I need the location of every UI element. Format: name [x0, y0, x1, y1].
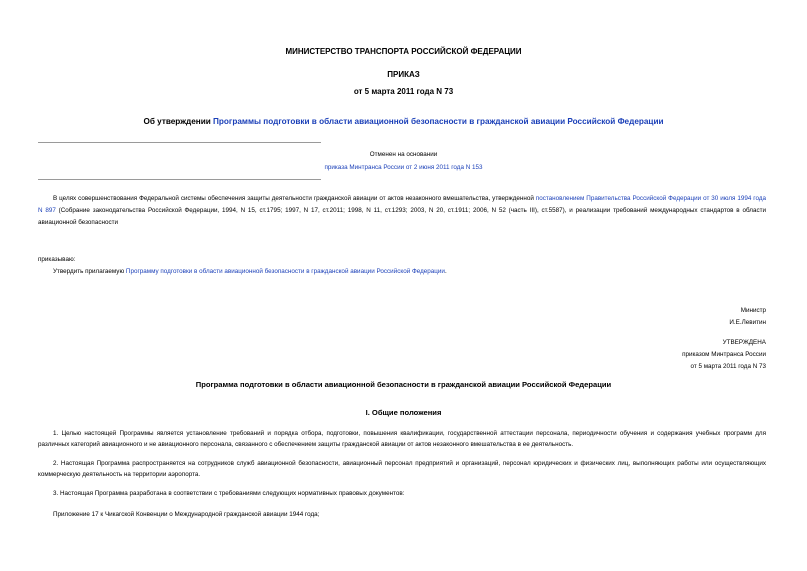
- approval-stamp-line3: от 5 марта 2011 года N 73: [690, 363, 766, 370]
- program-link[interactable]: Программу подготовки в области авиационной безопасности в гражданской авиации Российской Федерации: [125, 268, 445, 275]
- program-paragraph-4: [38, 510, 766, 519]
- cancel-note-link-line: [250, 163, 557, 172]
- cancel-order-link[interactable]: приказа Минтранса России от 2 июня 2011 года N 153: [324, 164, 483, 171]
- document-type: ПРИКАЗ: [387, 70, 420, 79]
- program-paragraph-3: [38, 489, 766, 498]
- program-paragraph-1: [38, 428, 766, 450]
- section-1-title: I. Общие положения: [365, 408, 442, 417]
- program-paragraph-3-text: 3. Настоящая Программа разработана в соответствии с требованиями следующих нормативных правовых документов:: [53, 490, 405, 497]
- ministry-heading: МИНИСТЕРСТВО ТРАНСПОРТА РОССИЙСКОЙ ФЕДЕРАЦИИ: [285, 47, 522, 56]
- signature-position: Министр: [740, 307, 766, 314]
- government-decree-link[interactable]: постановлением Правительства Российской Федерации от 30 июля 1994 года N 897: [38, 195, 767, 214]
- preamble-text-2: (Собрание законодательства Российской Федерации, 1994, N 15, ст.1795; 1997, N 17, ст.2011; 1998, N 11, ст.1293; 2003, N 20, ст.1911; 2006, N 52 (часть III), ст.5587), и реализации требований международных стандартов в области авиационной безопасности: [38, 207, 766, 226]
- document-title: [0, 116, 807, 128]
- order-text-suffix: .: [444, 268, 447, 275]
- preamble-paragraph: [38, 193, 766, 229]
- program-paragraph-4-text: Приложение 17 к Чикагской Конвенции о Международной гражданской авиации 1944 года;: [53, 511, 320, 518]
- order-label: приказываю:: [38, 256, 76, 263]
- order-paragraph: [38, 267, 766, 276]
- program-title: Программа подготовки в области авиационной безопасности в гражданской авиации Российской Федерации: [195, 380, 612, 389]
- title-program-link[interactable]: Программы подготовки в области авиационной безопасности в гражданской авиации Российской Федерации: [213, 117, 664, 126]
- signature-name: И.Е.Левитин: [729, 319, 766, 326]
- cancel-note-label: Отменен на основании: [369, 151, 438, 158]
- document-date-number: от 5 марта 2011 года N 73: [353, 87, 454, 96]
- program-paragraph-1-text: 1. Целью настоящей Программы является установление требований и порядка отбора, подготовки, повышения квалификации, государственной аттестации персонала, периодичности обучения и содержания учебных программ для различных категорий авиационного и не авиационного персонала, связанного с обеспечением защиты гражданской авиации от актов незаконного вмешательства в ее деятельность.: [38, 430, 766, 448]
- title-prefix: Об утверждении: [143, 117, 214, 126]
- approval-stamp-line1: УТВЕРЖДЕНА: [722, 339, 766, 346]
- program-paragraph-2-text: 2. Настоящая Программа распространяется на сотрудников служб авиационной безопасности, авиационный персонал предприятий и организаций, персонал юридических и физических лиц, выполняющих работы или осуществляющих коммерческую деятельность на территории аэропорта.: [38, 460, 766, 478]
- preamble-text-1: В целях совершенствования Федеральной системы обеспечения защиты деятельности гражданской авиации от актов незаконного вмешательства, утвержденной: [53, 195, 536, 202]
- program-paragraph-2: [38, 458, 766, 480]
- order-text-prefix: Утвердить прилагаемую: [53, 268, 126, 275]
- divider-top: [38, 142, 321, 143]
- approval-stamp-line2: приказом Минтранса России: [682, 351, 766, 358]
- divider-bottom: [38, 179, 321, 180]
